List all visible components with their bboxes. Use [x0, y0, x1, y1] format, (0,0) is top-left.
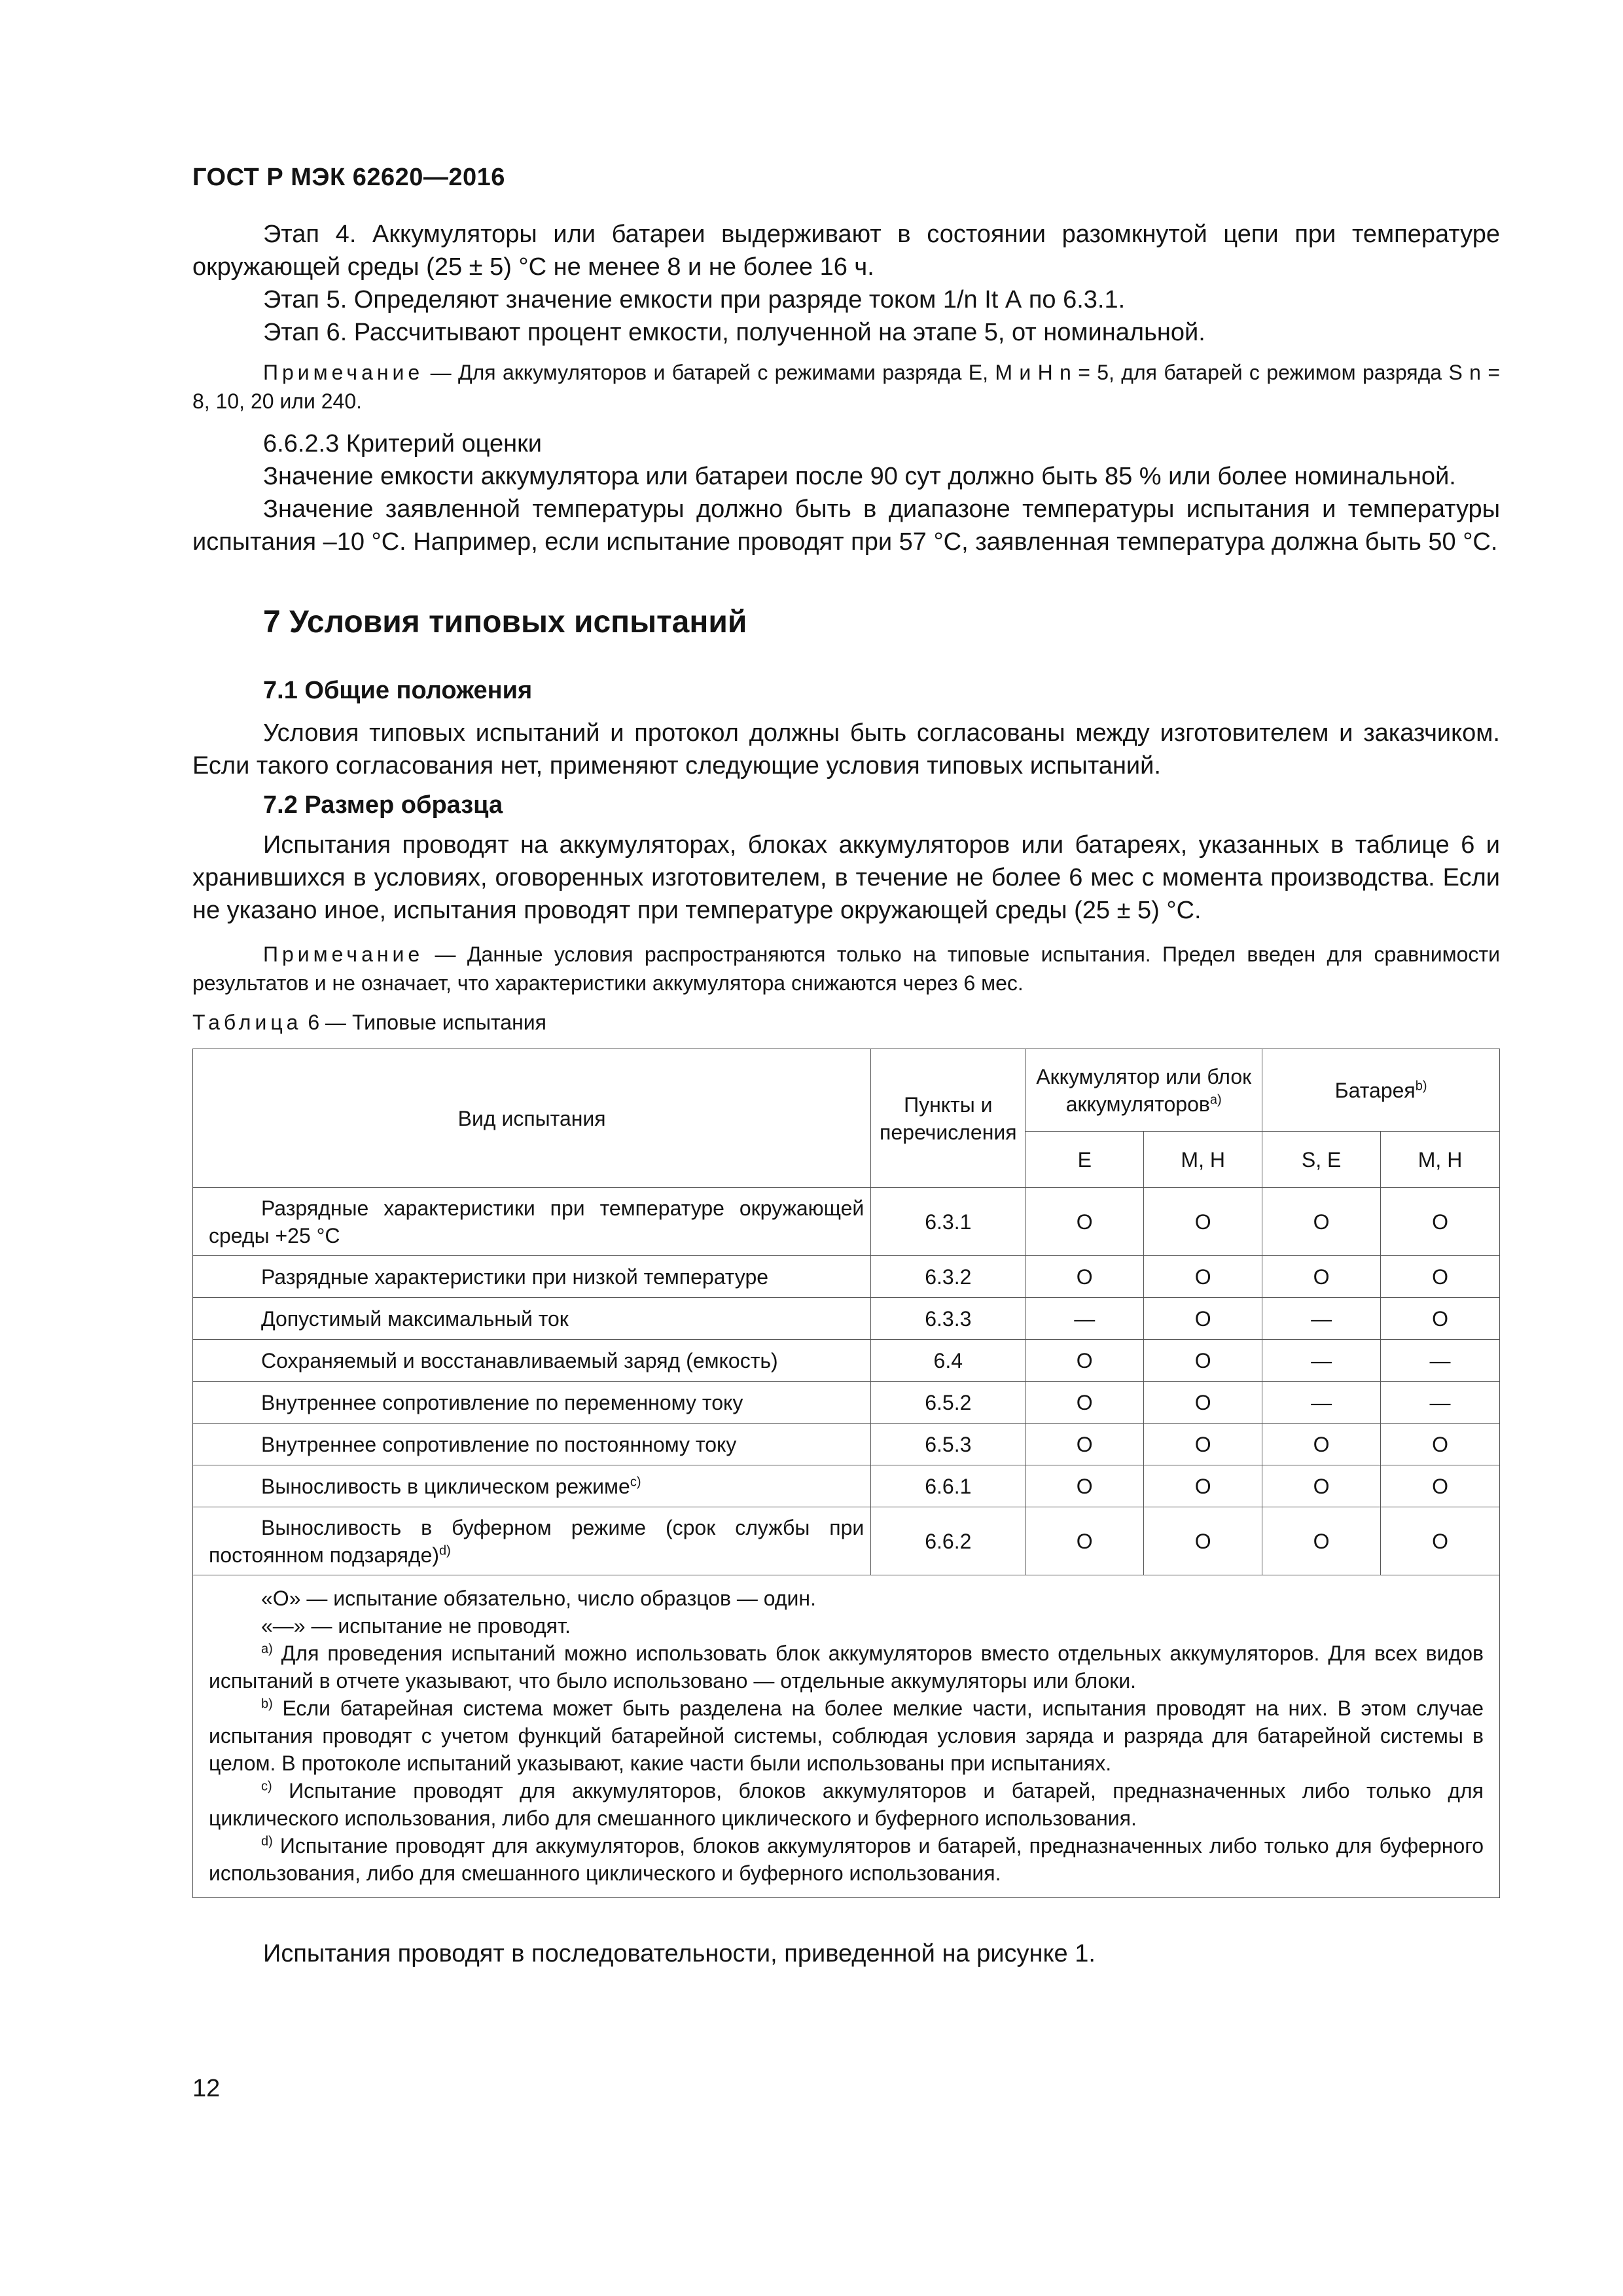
document-header: ГОСТ Р МЭК 62620—2016 [192, 164, 505, 191]
requirement-cell: О [1144, 1188, 1262, 1256]
clause-cell: 6.6.2 [871, 1507, 1026, 1575]
requirement-cell: О [1262, 1507, 1381, 1575]
criterion-heading: 6.6.2.3 Критерий оценки [263, 430, 542, 457]
table-row [193, 1507, 1500, 1575]
subheader-cell: M, H [1144, 1132, 1262, 1188]
test-name-cell: Внутреннее сопротивление по переменному току [193, 1382, 871, 1424]
requirement-cell: О [1262, 1188, 1381, 1256]
note-label: Примечание [263, 942, 424, 966]
test-name-cell: Разрядные характеристики при температуре окружающей среды +25 °С [193, 1188, 871, 1256]
requirement-cell: О [1026, 1465, 1144, 1507]
section-7-2-title: 7.2 Размер образца [263, 791, 503, 819]
subheader-cell: M, H [1381, 1132, 1500, 1188]
step-5: Этап 5. Определяют значение емкости при разряде током 1/n It А по 6.3.1. [263, 286, 1126, 314]
requirement-cell: — [1381, 1382, 1500, 1424]
requirement-cell: О [1381, 1256, 1500, 1298]
clause-cell: 6.4 [871, 1340, 1026, 1382]
header-clause: Пункты и перечисления [871, 1049, 1026, 1188]
subheader-cell: E [1026, 1132, 1144, 1188]
test-name-cell: Выносливость в буферном режиме (срок службы при постоянном подзаряде)$^{d)}$ [193, 1507, 871, 1575]
table-row [193, 1188, 1500, 1256]
note-2 [192, 940, 1500, 997]
table-row [193, 1256, 1500, 1298]
note-text: — Для аккумуляторов и батарей с режимами разряда E, M и H n = 5, для батарей с режимом разряда S n = 8, 10, 20 или 240. [192, 361, 1500, 413]
test-name-cell: Сохраняемый и восстанавливаемый заряд (емкость) [193, 1340, 871, 1382]
table-footnotes-row [193, 1575, 1500, 1898]
clause-cell: 6.3.2 [871, 1256, 1026, 1298]
step-6: Этап 6. Рассчитывают процент емкости, полученной на этапе 5, от номинальной. [263, 319, 1205, 346]
table-row [193, 1298, 1500, 1340]
requirement-cell: О [1026, 1256, 1144, 1298]
note-text: — Данные условия распространяются только на типовые испытания. Предел введен для сравнимости результатов и не означает, что характеристики аккумулятора снижаются через 6 мес. [192, 942, 1500, 995]
table-caption-text: 6 — Типовые испытания [302, 1011, 546, 1034]
document-page [192, 164, 1500, 1970]
table-footnote: $^{d)}$ Испытание проводят для аккумуляторов, блоков аккумуляторов и батарей, предназначенных либо только для буферного использования, либо для смешанного циклического и буферного использования. [209, 1834, 1484, 1885]
requirement-cell: — [1381, 1340, 1500, 1382]
criterion-paragraph-1: Значение емкости аккумулятора или батареи после 90 сут должно быть 85 % или более номинальной. [263, 463, 1456, 490]
requirement-cell: О [1144, 1340, 1262, 1382]
requirement-cell: О [1262, 1256, 1381, 1298]
requirement-cell: О [1026, 1507, 1144, 1575]
step-4: Этап 4. Аккумуляторы или батареи выдерживают в состоянии разомкнутой цепи при температуре окружающей среды (25 ± 5) °С не менее 8 и не более 16 ч. [192, 221, 1500, 281]
requirement-cell: О [1144, 1507, 1262, 1575]
requirement-cell: О [1144, 1465, 1262, 1507]
test-name-cell: Разрядные характеристики при низкой температуре [193, 1256, 871, 1298]
table-footnote: «—» — испытание не проводят. [261, 1614, 571, 1638]
requirement-cell: О [1144, 1298, 1262, 1340]
criterion-paragraph-2: Значение заявленной температуры должно быть в диапазоне температуры испытания и температуры испытания –10 °С. Например, если испытание проводят при 57 °С, заявленная температура должна быть 50 °С. [192, 495, 1500, 556]
section-7-1-text: Условия типовых испытаний и протокол должны быть согласованы между изготовителем и заказчиком. Если такого согласования нет, применяют следующие условия типовых испытаний. [192, 719, 1500, 780]
subheader-cell: S, E [1262, 1132, 1381, 1188]
table-footnotes [193, 1575, 1500, 1898]
requirement-cell: О [1026, 1340, 1144, 1382]
page-number: 12 [192, 2075, 221, 2102]
table-caption-label: Таблица [192, 1011, 302, 1034]
requirement-cell: О [1381, 1188, 1500, 1256]
header-cell: Аккумулятор или блок аккумуляторов$^{a)}$ [1026, 1049, 1262, 1132]
requirement-cell: О [1144, 1424, 1262, 1465]
table-header-row [193, 1049, 1500, 1132]
table-row [193, 1465, 1500, 1507]
table-row [193, 1382, 1500, 1424]
clause-cell: 6.5.2 [871, 1382, 1026, 1424]
clause-cell: 6.5.3 [871, 1424, 1026, 1465]
closing-text: Испытания проводят в последовательности, приведенной на рисунке 1. [263, 1940, 1096, 1967]
type-tests-table [192, 1049, 1500, 1898]
test-name-cell: Внутреннее сопротивление по постоянному току [193, 1424, 871, 1465]
header-battery: Батарея$^{b)}$ [1262, 1049, 1500, 1132]
header-test-type: Вид испытания [193, 1049, 871, 1188]
requirement-cell: О [1262, 1465, 1381, 1507]
requirement-cell: О [1381, 1507, 1500, 1575]
note-label: Примечание [263, 361, 424, 384]
clause-cell: 6.3.3 [871, 1298, 1026, 1340]
table-footnote: $^{c)}$ Испытание проводят для аккумуляторов, блоков аккумуляторов и батарей, предназначенных либо только для циклического использования, либо для смешанного циклического и буферного использования. [209, 1779, 1484, 1830]
requirement-cell: О [1026, 1424, 1144, 1465]
requirement-cell: — [1262, 1382, 1381, 1424]
table-footnote: $^{b)}$ Если батарейная система может быть разделена на более мелкие части, испытания проводят на них. В этом случае испытания проводят с учетом функций батарейной системы, соблюдая условия заряда и разряда для батарейной системы в целом. В протоколе испытаний указывают, какие части были использованы при испытаниях. [209, 1696, 1484, 1775]
section-7-1-title: 7.1 Общие положения [263, 677, 533, 704]
clause-cell: 6.6.1 [871, 1465, 1026, 1507]
requirement-cell: О [1026, 1188, 1144, 1256]
requirement-cell: О [1381, 1465, 1500, 1507]
clause-cell: 6.3.1 [871, 1188, 1026, 1256]
table-row [193, 1424, 1500, 1465]
requirement-cell: О [1262, 1424, 1381, 1465]
note-1 [192, 358, 1500, 416]
section-7-title: 7 Условия типовых испытаний [263, 605, 747, 639]
requirement-cell: — [1262, 1340, 1381, 1382]
requirement-cell: О [1026, 1382, 1144, 1424]
table-footnote: «О» — испытание обязательно, число образцов — один. [261, 1587, 816, 1610]
requirement-cell: — [1026, 1298, 1144, 1340]
test-name-cell: Выносливость в циклическом режиме$^{c)}$ [193, 1465, 871, 1507]
requirement-cell: О [1381, 1298, 1500, 1340]
table-footnote: $^{a)}$ Для проведения испытаний можно использовать блок аккумуляторов вместо отдельных аккумуляторов. Для всех видов испытаний в отчете указывают, что было использовано — отдельные аккумуляторы или блоки. [209, 1641, 1484, 1693]
requirement-cell: — [1262, 1298, 1381, 1340]
table-caption [192, 1008, 1500, 1037]
requirement-cell: О [1144, 1256, 1262, 1298]
requirement-cell: О [1381, 1424, 1500, 1465]
table-row [193, 1340, 1500, 1382]
section-7-2-text: Испытания проводят на аккумуляторах, блоках аккумуляторов или батареях, указанных в таблице 6 и хранившихся в условиях, оговоренных изготовителем, в течение не более 6 мес с момента производства. Если не указано иное, испытания проводят при температуре окружающей среды (25 ± 5) °С. [192, 831, 1500, 924]
test-name-cell: Допустимый максимальный ток [193, 1298, 871, 1340]
requirement-cell: О [1144, 1382, 1262, 1424]
